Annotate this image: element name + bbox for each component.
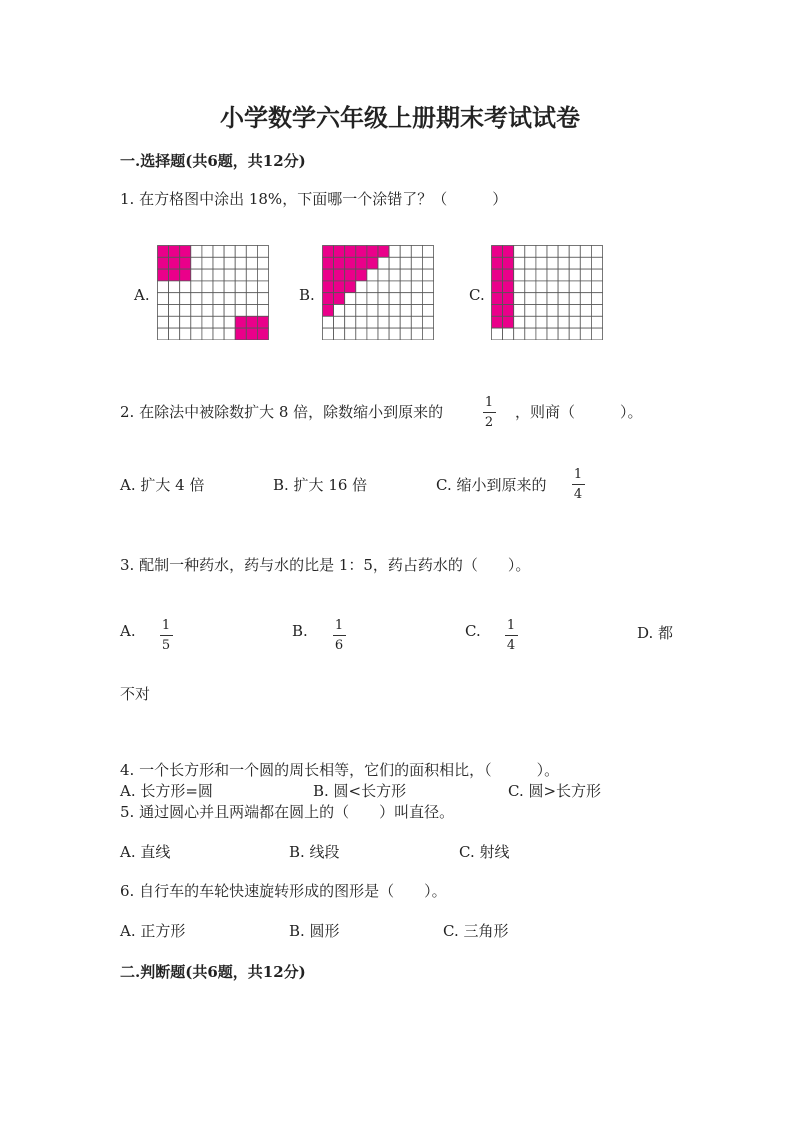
grid-cell [514, 293, 525, 305]
grid-cell [180, 316, 191, 328]
grid-cell [580, 316, 591, 328]
grid-cell [367, 281, 378, 293]
grid-cell [202, 328, 213, 340]
grid-cell [246, 305, 257, 317]
fraction-bar [572, 484, 585, 485]
q3-label-b: B. [292, 622, 308, 640]
shaded-cell [334, 246, 345, 258]
grid-cell [202, 316, 213, 328]
question-1-text: 1. 在方格图中涂出 18%，下面哪一个涂错了？（ ） [120, 190, 508, 208]
grid-cell [400, 316, 411, 328]
grid-cell [378, 316, 389, 328]
fraction-numerator: 1 [334, 618, 344, 633]
section-heading-judgement: 二.判断题(共6题，共12分) [120, 963, 306, 981]
grid-cell [389, 246, 400, 258]
grid-cell [558, 305, 569, 317]
grid-cell [235, 305, 246, 317]
shaded-cell [334, 257, 345, 269]
grid-cell [411, 293, 422, 305]
grid-cell [246, 293, 257, 305]
grid-cell [514, 305, 525, 317]
grid-cell [536, 281, 547, 293]
grid-cell [246, 246, 257, 258]
grid-cell [389, 305, 400, 317]
grid-cell [411, 246, 422, 258]
shaded-cell [492, 316, 503, 328]
q1-grid-c [491, 245, 603, 340]
grid-cell [389, 293, 400, 305]
shaded-cell [503, 281, 514, 293]
grid-cell [400, 257, 411, 269]
grid-cell [169, 293, 180, 305]
shaded-cell [323, 293, 334, 305]
shaded-cell [334, 269, 345, 281]
shaded-cell [169, 269, 180, 281]
grid-cell [334, 316, 345, 328]
q5-option-c: C. 射线 [459, 843, 510, 861]
page-title: 小学数学六年级上册期末考试试卷 [220, 103, 580, 132]
grid-cell [411, 257, 422, 269]
grid-cell [569, 316, 580, 328]
shaded-cell [158, 269, 169, 281]
grid-cell [422, 305, 433, 317]
grid-cell [525, 269, 536, 281]
shaded-cell [492, 281, 503, 293]
grid-cell [378, 293, 389, 305]
grid-cell [235, 246, 246, 258]
grid-cell [191, 305, 202, 317]
grid-cell [503, 328, 514, 340]
grid-cell [525, 281, 536, 293]
grid-cell [536, 257, 547, 269]
grid-cell [547, 305, 558, 317]
grid-cell [591, 316, 602, 328]
grid-cell [591, 281, 602, 293]
grid-cell [345, 316, 356, 328]
shaded-cell [246, 328, 257, 340]
question-3-text: 3. 配制一种药水，药与水的比是 1：5，药占药水的（ ）。 [120, 556, 531, 574]
grid-cell [213, 257, 224, 269]
shaded-cell [180, 246, 191, 258]
grid-cell [411, 281, 422, 293]
grid-cell [202, 281, 213, 293]
fraction-denominator: 4 [573, 487, 583, 502]
grid-cell [257, 246, 268, 258]
grid-cell [367, 269, 378, 281]
grid-cell [569, 281, 580, 293]
shaded-cell [158, 257, 169, 269]
shaded-cell [503, 246, 514, 258]
grid-cell [422, 328, 433, 340]
shaded-cell [257, 316, 268, 328]
grid-cell [422, 293, 433, 305]
grid-cell [323, 328, 334, 340]
q1-label-c: C. [469, 286, 485, 304]
q3-label-a: A. [120, 622, 136, 640]
grid-cell [536, 316, 547, 328]
grid-cell [378, 269, 389, 281]
grid-cell [378, 328, 389, 340]
grid-cell [525, 316, 536, 328]
shaded-cell [492, 246, 503, 258]
shaded-cell [169, 257, 180, 269]
grid-cell [356, 316, 367, 328]
grid-cell [224, 305, 235, 317]
question-6-text: 6. 自行车的车轮快速旋转形成的图形是（ ）。 [120, 882, 447, 900]
grid-cell [191, 246, 202, 258]
grid-cell [400, 305, 411, 317]
grid-cell [378, 281, 389, 293]
shaded-cell [334, 293, 345, 305]
grid-cell [191, 281, 202, 293]
grid-cell [356, 293, 367, 305]
grid-cell [257, 305, 268, 317]
shaded-cell [367, 257, 378, 269]
grid-cell [422, 281, 433, 293]
grid-cell [378, 257, 389, 269]
q1-grid-a [157, 245, 269, 340]
grid-cell [547, 257, 558, 269]
grid-cell [580, 257, 591, 269]
grid-cell [580, 281, 591, 293]
q2-fraction [481, 395, 497, 430]
grid-cell [158, 328, 169, 340]
shaded-cell [180, 257, 191, 269]
grid-cell [169, 281, 180, 293]
grid-cell [345, 305, 356, 317]
shaded-cell [345, 257, 356, 269]
shaded-cell [378, 246, 389, 258]
grid-cell [591, 305, 602, 317]
q2-option-c: C. 缩小到原来的 [436, 476, 547, 494]
grid-cell [591, 269, 602, 281]
shaded-cell [367, 246, 378, 258]
grid-cell [558, 293, 569, 305]
grid-cell [400, 328, 411, 340]
grid-cell [191, 269, 202, 281]
grid-cell [514, 257, 525, 269]
shaded-cell [356, 257, 367, 269]
fraction-bar [505, 635, 518, 636]
grid-cell [389, 328, 400, 340]
grid-cell [213, 269, 224, 281]
grid-cell [525, 328, 536, 340]
q2-option-b: B. 扩大 16 倍 [273, 476, 368, 494]
grid-cell [191, 257, 202, 269]
grid-cell [389, 281, 400, 293]
grid-cell [235, 257, 246, 269]
grid-cell [525, 246, 536, 258]
grid-cell [400, 281, 411, 293]
grid-cell [224, 316, 235, 328]
shaded-cell [235, 328, 246, 340]
fraction-denominator: 5 [161, 638, 171, 653]
shaded-cell [492, 257, 503, 269]
shaded-cell [503, 305, 514, 317]
grid-cell [547, 246, 558, 258]
fraction-bar [160, 635, 173, 636]
fraction-numerator: 1 [506, 618, 516, 633]
grid-cell [492, 328, 503, 340]
grid-cell [169, 328, 180, 340]
q3-label-c: C. [465, 622, 481, 640]
shaded-cell [334, 281, 345, 293]
q4-option-b: B. 圆<长方形 [313, 782, 407, 800]
grid-cell [400, 246, 411, 258]
grid-cell [422, 269, 433, 281]
grid-cell [558, 269, 569, 281]
grid-cell [224, 281, 235, 293]
grid-cell [389, 269, 400, 281]
grid-cell [213, 316, 224, 328]
grid-cell [547, 269, 558, 281]
shaded-cell [503, 293, 514, 305]
shaded-cell [323, 246, 334, 258]
grid-cell [514, 246, 525, 258]
grid-cell [257, 269, 268, 281]
grid-cell [180, 281, 191, 293]
q6-option-a: A. 正方形 [120, 922, 186, 940]
grid-cell [224, 246, 235, 258]
grid-cell [580, 293, 591, 305]
grid-cell [246, 269, 257, 281]
grid-cell [400, 269, 411, 281]
grid-cell [213, 328, 224, 340]
shaded-cell [246, 316, 257, 328]
shaded-cell [169, 246, 180, 258]
shaded-cell [180, 269, 191, 281]
grid-cell [158, 316, 169, 328]
grid-cell [558, 316, 569, 328]
grid-cell [158, 281, 169, 293]
grid-cell [536, 305, 547, 317]
question-5-text: 5. 通过圆心并且两端都在圆上的（ ）叫直径。 [120, 803, 455, 821]
grid-cell [422, 257, 433, 269]
grid-cell [235, 269, 246, 281]
q4-option-a: A. 长方形=圆 [120, 782, 213, 800]
grid-cell [345, 328, 356, 340]
grid-cell [547, 281, 558, 293]
grid-cell [224, 328, 235, 340]
grid-cell [547, 293, 558, 305]
grid-cell [180, 328, 191, 340]
grid-cell [213, 281, 224, 293]
q2-option-a: A. 扩大 4 倍 [120, 476, 205, 494]
grid-cell [213, 246, 224, 258]
grid-cell [191, 316, 202, 328]
grid-cell [547, 328, 558, 340]
grid-cell [547, 316, 558, 328]
shaded-cell [503, 269, 514, 281]
grid-cell [558, 328, 569, 340]
grid-cell [514, 281, 525, 293]
fraction-bar [483, 412, 496, 413]
grid-cell [158, 305, 169, 317]
grid-cell [323, 316, 334, 328]
grid-cell [580, 246, 591, 258]
grid-cell [536, 328, 547, 340]
grid-cell [224, 293, 235, 305]
grid-cell [224, 257, 235, 269]
grid-cell [356, 328, 367, 340]
q3-label-d: D. 都 [637, 624, 674, 642]
shaded-cell [323, 269, 334, 281]
grid-cell [257, 293, 268, 305]
question-2-text: 2. 在除法中被除数扩大 8 倍，除数缩小到原来的 [120, 403, 444, 421]
grid-cell [202, 293, 213, 305]
question-4-text: 4. 一个长方形和一个圆的周长相等，它们的面积相比，（ ）。 [120, 761, 560, 779]
grid-cell [345, 293, 356, 305]
q6-option-b: B. 圆形 [289, 922, 340, 940]
shaded-cell [323, 257, 334, 269]
grid-cell [334, 305, 345, 317]
fraction-numerator: 1 [161, 618, 171, 633]
grid-cell [558, 281, 569, 293]
q3-fraction-b [331, 618, 347, 653]
grid-cell [389, 257, 400, 269]
q1-label-b: B. [299, 286, 315, 304]
q3-fraction-c [503, 618, 519, 653]
grid-cell [569, 328, 580, 340]
grid-cell [569, 269, 580, 281]
shaded-cell [503, 316, 514, 328]
fraction-denominator: 4 [506, 638, 516, 653]
grid-cell [246, 281, 257, 293]
grid-cell [202, 305, 213, 317]
grid-cell [580, 269, 591, 281]
shaded-cell [356, 269, 367, 281]
grid-cell [411, 316, 422, 328]
grid-cell [191, 328, 202, 340]
grid-cell [569, 293, 580, 305]
shaded-cell [492, 269, 503, 281]
grid-cell [356, 305, 367, 317]
grid-cell [180, 293, 191, 305]
grid-cell [257, 281, 268, 293]
grid-cell [580, 305, 591, 317]
grid-cell [558, 257, 569, 269]
grid-cell [514, 316, 525, 328]
grid-cell [158, 293, 169, 305]
grid-cell [580, 328, 591, 340]
grid-cell [389, 316, 400, 328]
grid-cell [180, 305, 191, 317]
grid-cell [246, 257, 257, 269]
grid-cell [558, 246, 569, 258]
grid-cell [367, 316, 378, 328]
shaded-cell [503, 257, 514, 269]
grid-cell [202, 269, 213, 281]
question-2-text-end: ，则商（ ）。 [515, 403, 643, 421]
q3-fraction-a [158, 618, 174, 653]
fraction-numerator: 1 [484, 395, 494, 410]
grid-cell [569, 257, 580, 269]
grid-cell [591, 246, 602, 258]
grid-cell [525, 305, 536, 317]
grid-cell [378, 305, 389, 317]
grid-cell [591, 328, 602, 340]
fraction-denominator: 6 [334, 638, 344, 653]
q5-option-b: B. 线段 [289, 843, 340, 861]
grid-cell [367, 293, 378, 305]
grid-cell [334, 328, 345, 340]
grid-cell [169, 316, 180, 328]
q3-option-d-continuation: 不对 [120, 685, 151, 703]
grid-cell [191, 293, 202, 305]
shaded-cell [492, 293, 503, 305]
grid-cell [400, 293, 411, 305]
grid-cell [411, 269, 422, 281]
grid-cell [235, 281, 246, 293]
grid-cell [213, 305, 224, 317]
grid-cell [536, 269, 547, 281]
grid-cell [525, 257, 536, 269]
grid-cell [411, 328, 422, 340]
shaded-cell [492, 305, 503, 317]
grid-cell [202, 246, 213, 258]
grid-cell [235, 293, 246, 305]
grid-cell [591, 293, 602, 305]
q2-option-c-fraction [570, 467, 586, 502]
grid-cell [169, 305, 180, 317]
grid-cell [536, 246, 547, 258]
q6-option-c: C. 三角形 [443, 922, 509, 940]
q1-label-a: A. [134, 286, 150, 304]
fraction-denominator: 2 [484, 415, 494, 430]
grid-cell [591, 257, 602, 269]
q4-option-c: C. 圆>长方形 [508, 782, 602, 800]
shaded-cell [323, 281, 334, 293]
grid-cell [514, 269, 525, 281]
grid-cell [422, 316, 433, 328]
grid-cell [411, 305, 422, 317]
grid-cell [224, 269, 235, 281]
shaded-cell [345, 269, 356, 281]
shaded-cell [158, 246, 169, 258]
fraction-numerator: 1 [573, 467, 583, 482]
grid-cell [514, 328, 525, 340]
grid-cell [257, 257, 268, 269]
shaded-cell [235, 316, 246, 328]
shaded-cell [345, 246, 356, 258]
section-heading-choice: 一.选择题(共6题，共12分) [120, 152, 306, 170]
q5-option-a: A. 直线 [120, 843, 171, 861]
shaded-cell [356, 246, 367, 258]
grid-cell [202, 257, 213, 269]
shaded-cell [323, 305, 334, 317]
grid-cell [536, 293, 547, 305]
grid-cell [569, 246, 580, 258]
shaded-cell [345, 281, 356, 293]
grid-cell [213, 293, 224, 305]
grid-cell [356, 281, 367, 293]
grid-cell [525, 293, 536, 305]
shaded-cell [257, 328, 268, 340]
grid-cell [569, 305, 580, 317]
grid-cell [367, 328, 378, 340]
grid-cell [422, 246, 433, 258]
grid-cell [367, 305, 378, 317]
fraction-bar [333, 635, 346, 636]
q1-grid-b [322, 245, 434, 340]
